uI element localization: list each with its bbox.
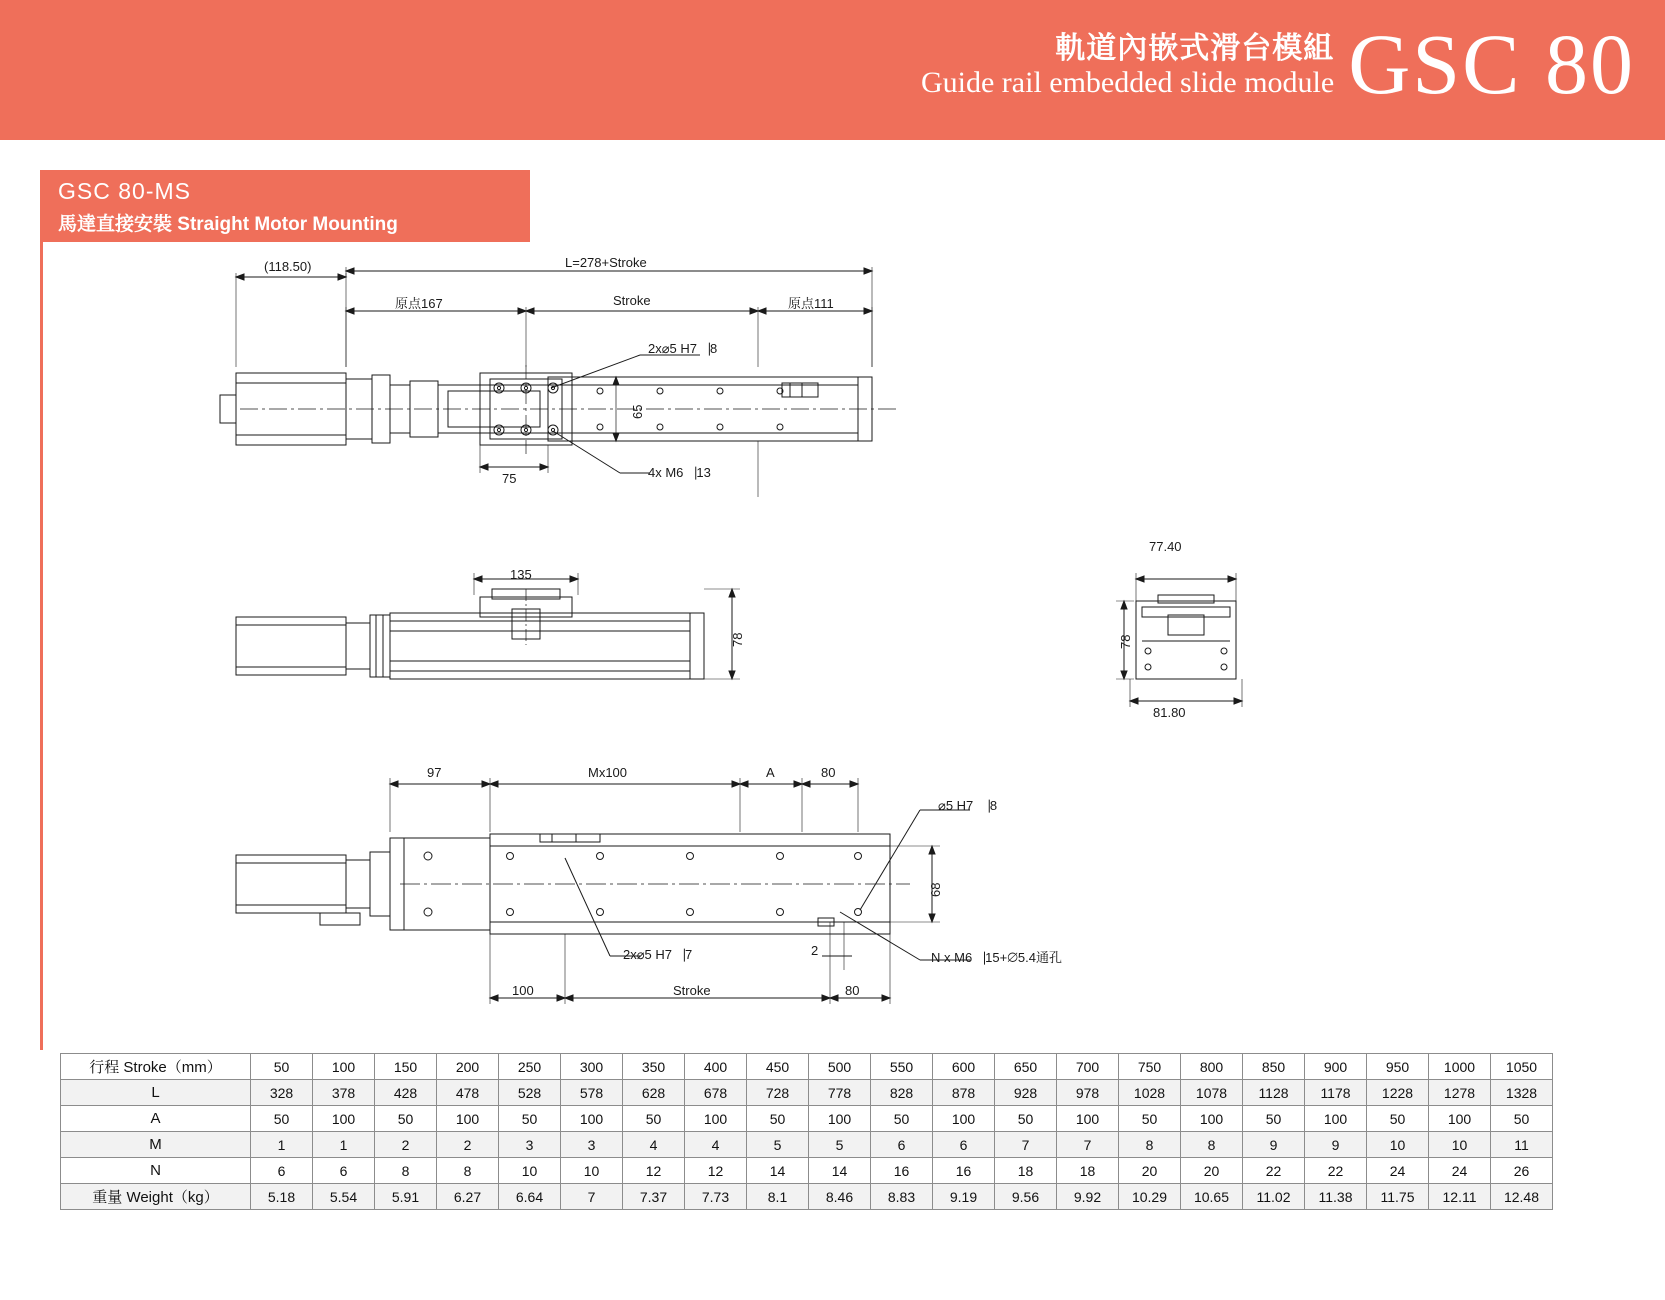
stroke-header-cell: 300 [561, 1054, 623, 1080]
header-title-cn: 軌道內嵌式滑台模組 [1055, 31, 1335, 65]
table-cell: 18 [1057, 1158, 1119, 1184]
table-cell: 100 [809, 1106, 871, 1132]
table-cell: 6.27 [437, 1184, 499, 1210]
table-cell: 8 [437, 1158, 499, 1184]
table-header-row [61, 1054, 1553, 1080]
table-cell: 6 [871, 1132, 933, 1158]
header-model-code: GSC 80 [1348, 16, 1635, 113]
table-cell: 828 [871, 1080, 933, 1106]
table-cell: 50 [623, 1106, 685, 1132]
stroke-header-cell: 900 [1305, 1054, 1367, 1080]
table-cell: 100 [1181, 1106, 1243, 1132]
stroke-header-cell: 100 [313, 1054, 375, 1080]
table-cell: 12.48 [1491, 1184, 1553, 1210]
stroke-header-cell: 950 [1367, 1054, 1429, 1080]
table-cell: 16 [933, 1158, 995, 1184]
table-cell: 578 [561, 1080, 623, 1106]
table-cell: 26 [1491, 1158, 1553, 1184]
stroke-header-cell: 500 [809, 1054, 871, 1080]
table-cell: 20 [1181, 1158, 1243, 1184]
technical-drawings [40, 255, 1630, 1045]
page-header [0, 0, 1665, 140]
dim-80-bottom: 80 [845, 983, 860, 998]
dim-80-top: 80 [821, 765, 836, 780]
dim-135: 135 [510, 567, 532, 582]
stroke-header-cell: 750 [1119, 1054, 1181, 1080]
table-cell: 50 [251, 1106, 313, 1132]
table-cell: 7 [1057, 1132, 1119, 1158]
table-cell: 1028 [1119, 1080, 1181, 1106]
table-cell: 22 [1305, 1158, 1367, 1184]
bottom-view-drawing [40, 760, 1040, 1050]
table-cell: 3 [561, 1132, 623, 1158]
table-cell: 24 [1367, 1158, 1429, 1184]
section-code: GSC 80-MS [58, 178, 191, 204]
table-cell: 24 [1429, 1158, 1491, 1184]
table-cell: 50 [1491, 1106, 1553, 1132]
stroke-header-cell: 650 [995, 1054, 1057, 1080]
stroke-header-cell: 200 [437, 1054, 499, 1080]
dim-97: 97 [427, 765, 442, 780]
note-4x-m6: 4x M6⎹13 [648, 465, 711, 480]
dim-65: 65 [630, 404, 645, 419]
stroke-header-cell: 1000 [1429, 1054, 1491, 1080]
table-cell: 18 [995, 1158, 1057, 1184]
table-cell: 6.64 [499, 1184, 561, 1210]
table-cell: 1178 [1305, 1080, 1367, 1106]
table-cell: 12 [685, 1158, 747, 1184]
section-tag [40, 170, 530, 242]
table-cell: 1078 [1181, 1080, 1243, 1106]
header-content [921, 0, 1635, 140]
table-cell: 428 [375, 1080, 437, 1106]
stroke-header-cell: 350 [623, 1054, 685, 1080]
table-cell: 328 [251, 1080, 313, 1106]
table-cell: 6 [313, 1158, 375, 1184]
table-body [61, 1080, 1553, 1210]
table-cell: 378 [313, 1080, 375, 1106]
table-cell: 9 [1243, 1132, 1305, 1158]
dim-side-78: 78 [1118, 634, 1133, 649]
dim-total-length: L=278+Stroke [565, 255, 647, 270]
table-cell: 50 [747, 1106, 809, 1132]
table-cell: 9.19 [933, 1184, 995, 1210]
table-cell: 100 [561, 1106, 623, 1132]
table-cell: 100 [437, 1106, 499, 1132]
stroke-header-cell: 1050 [1491, 1054, 1553, 1080]
table-cell: 4 [685, 1132, 747, 1158]
table-cell: 14 [809, 1158, 871, 1184]
table-cell: 1278 [1429, 1080, 1491, 1106]
table-cell: 2 [437, 1132, 499, 1158]
table-cell: 8.83 [871, 1184, 933, 1210]
table-cell: 22 [1243, 1158, 1305, 1184]
row-label: L [61, 1080, 251, 1106]
dim-bracket-11850: (118.50) [264, 259, 312, 274]
section-label: 馬達直接安裝 Straight Motor Mounting [58, 214, 398, 235]
table-cell: 478 [437, 1080, 499, 1106]
table-cell: 100 [1305, 1106, 1367, 1132]
table-cell: 5 [809, 1132, 871, 1158]
stroke-header-cell: 150 [375, 1054, 437, 1080]
note-n-m6: N x M6⎹15+⌀5.4通孔 [931, 950, 1062, 965]
table-row [61, 1080, 1553, 1106]
table-cell: 16 [871, 1158, 933, 1184]
table-cell: 50 [1119, 1106, 1181, 1132]
table-cell: 7.73 [685, 1184, 747, 1210]
table-cell: 11 [1491, 1132, 1553, 1158]
table-cell: 9.92 [1057, 1184, 1119, 1210]
stroke-header-cell: 450 [747, 1054, 809, 1080]
row-label: N [61, 1158, 251, 1184]
dim-front-78: 78 [730, 632, 745, 647]
table-cell: 10 [561, 1158, 623, 1184]
table-cell: 100 [313, 1106, 375, 1132]
dim-7740: 77.40 [1149, 539, 1182, 554]
stroke-header-cell: 400 [685, 1054, 747, 1080]
table-cell: 1 [251, 1132, 313, 1158]
stroke-header-cell: 50 [251, 1054, 313, 1080]
stroke-header-cell: 700 [1057, 1054, 1119, 1080]
table-cell: 50 [375, 1106, 437, 1132]
table-cell: 628 [623, 1080, 685, 1106]
table-cell: 928 [995, 1080, 1057, 1106]
table-cell: 7 [995, 1132, 1057, 1158]
table-cell: 10 [499, 1158, 561, 1184]
table-cell: 5.91 [375, 1184, 437, 1210]
table-cell: 8 [375, 1158, 437, 1184]
table-cell: 7 [561, 1184, 623, 1210]
dim-stroke-bottom: Stroke [673, 983, 711, 998]
stroke-header-cell: 850 [1243, 1054, 1305, 1080]
table-cell: 11.38 [1305, 1184, 1367, 1210]
note-hole-right: ⌀5 H7 ⎹8 [938, 798, 998, 813]
table-cell: 50 [871, 1106, 933, 1132]
table-cell: 528 [499, 1080, 561, 1106]
table-header-label: 行程 Stroke（mm） [61, 1054, 251, 1080]
table-cell: 4 [623, 1132, 685, 1158]
table-row [61, 1106, 1553, 1132]
table-cell: 2 [375, 1132, 437, 1158]
table-cell: 11.02 [1243, 1184, 1305, 1210]
table-cell: 1128 [1243, 1080, 1305, 1106]
dim-origin-right: 原点111 [788, 296, 834, 311]
table-cell: 11.75 [1367, 1184, 1429, 1210]
table-cell: 9.56 [995, 1184, 1057, 1210]
dim-100-bottom: 100 [512, 983, 534, 998]
note-2x-hole-bottom: 2x⌀5 H7⎹7 [623, 947, 693, 962]
header-title-block [921, 32, 1334, 109]
table-cell: 100 [933, 1106, 995, 1132]
table-cell: 100 [685, 1106, 747, 1132]
table-cell: 8 [1119, 1132, 1181, 1158]
table-cell: 3 [499, 1132, 561, 1158]
table-cell: 10 [1367, 1132, 1429, 1158]
table-cell: 10.29 [1119, 1184, 1181, 1210]
table-cell: 5.18 [251, 1184, 313, 1210]
table-cell: 50 [1243, 1106, 1305, 1132]
table-cell: 7.37 [623, 1184, 685, 1210]
dim-mx100: Mx100 [588, 765, 628, 780]
table-cell: 1328 [1491, 1080, 1553, 1106]
table-cell: 1 [313, 1132, 375, 1158]
table-row [61, 1132, 1553, 1158]
dim-68: 68 [928, 882, 943, 897]
table-cell: 14 [747, 1158, 809, 1184]
table-cell: 778 [809, 1080, 871, 1106]
dim-stroke-top: Stroke [613, 293, 651, 308]
table-cell: 100 [1429, 1106, 1491, 1132]
table-cell: 8.46 [809, 1184, 871, 1210]
stroke-header-cell: 550 [871, 1054, 933, 1080]
dim-8180: 81.80 [1153, 705, 1186, 720]
table-cell: 6 [933, 1132, 995, 1158]
table-cell: 20 [1119, 1158, 1181, 1184]
header-title-en: Guide rail embedded slide module [920, 66, 1335, 99]
table-row [61, 1184, 1553, 1210]
dim-A: A [766, 765, 775, 780]
side-view-drawing [1080, 555, 1300, 755]
table-cell: 1228 [1367, 1080, 1429, 1106]
dim-2: 2 [811, 943, 819, 958]
table-cell: 5 [747, 1132, 809, 1158]
table-cell: 50 [995, 1106, 1057, 1132]
row-label: A [61, 1106, 251, 1132]
stroke-header-cell: 800 [1181, 1054, 1243, 1080]
table-cell: 8.1 [747, 1184, 809, 1210]
stroke-spec-table [60, 1053, 1553, 1210]
dim-origin-left: 原点167 [395, 296, 443, 311]
row-label: 重量 Weight（kg） [61, 1184, 251, 1210]
table-cell: 678 [685, 1080, 747, 1106]
table-cell: 9 [1305, 1132, 1367, 1158]
front-view-drawing [40, 565, 940, 765]
table-row [61, 1158, 1553, 1184]
table-cell: 12.11 [1429, 1184, 1491, 1210]
table-cell: 8 [1181, 1132, 1243, 1158]
stroke-header-cell: 250 [499, 1054, 561, 1080]
table-cell: 50 [499, 1106, 561, 1132]
table-cell: 978 [1057, 1080, 1119, 1106]
table-cell: 12 [623, 1158, 685, 1184]
table-cell: 5.54 [313, 1184, 375, 1210]
table-cell: 50 [1367, 1106, 1429, 1132]
table-cell: 878 [933, 1080, 995, 1106]
table-cell: 10 [1429, 1132, 1491, 1158]
note-2x-hole-top: 2x⌀5 H7⎹8 [648, 341, 718, 356]
table-cell: 10.65 [1181, 1184, 1243, 1210]
row-label: M [61, 1132, 251, 1158]
table-cell: 6 [251, 1158, 313, 1184]
table-cell: 728 [747, 1080, 809, 1106]
table-cell: 100 [1057, 1106, 1119, 1132]
dim-75: 75 [502, 471, 517, 486]
stroke-header-cell: 600 [933, 1054, 995, 1080]
